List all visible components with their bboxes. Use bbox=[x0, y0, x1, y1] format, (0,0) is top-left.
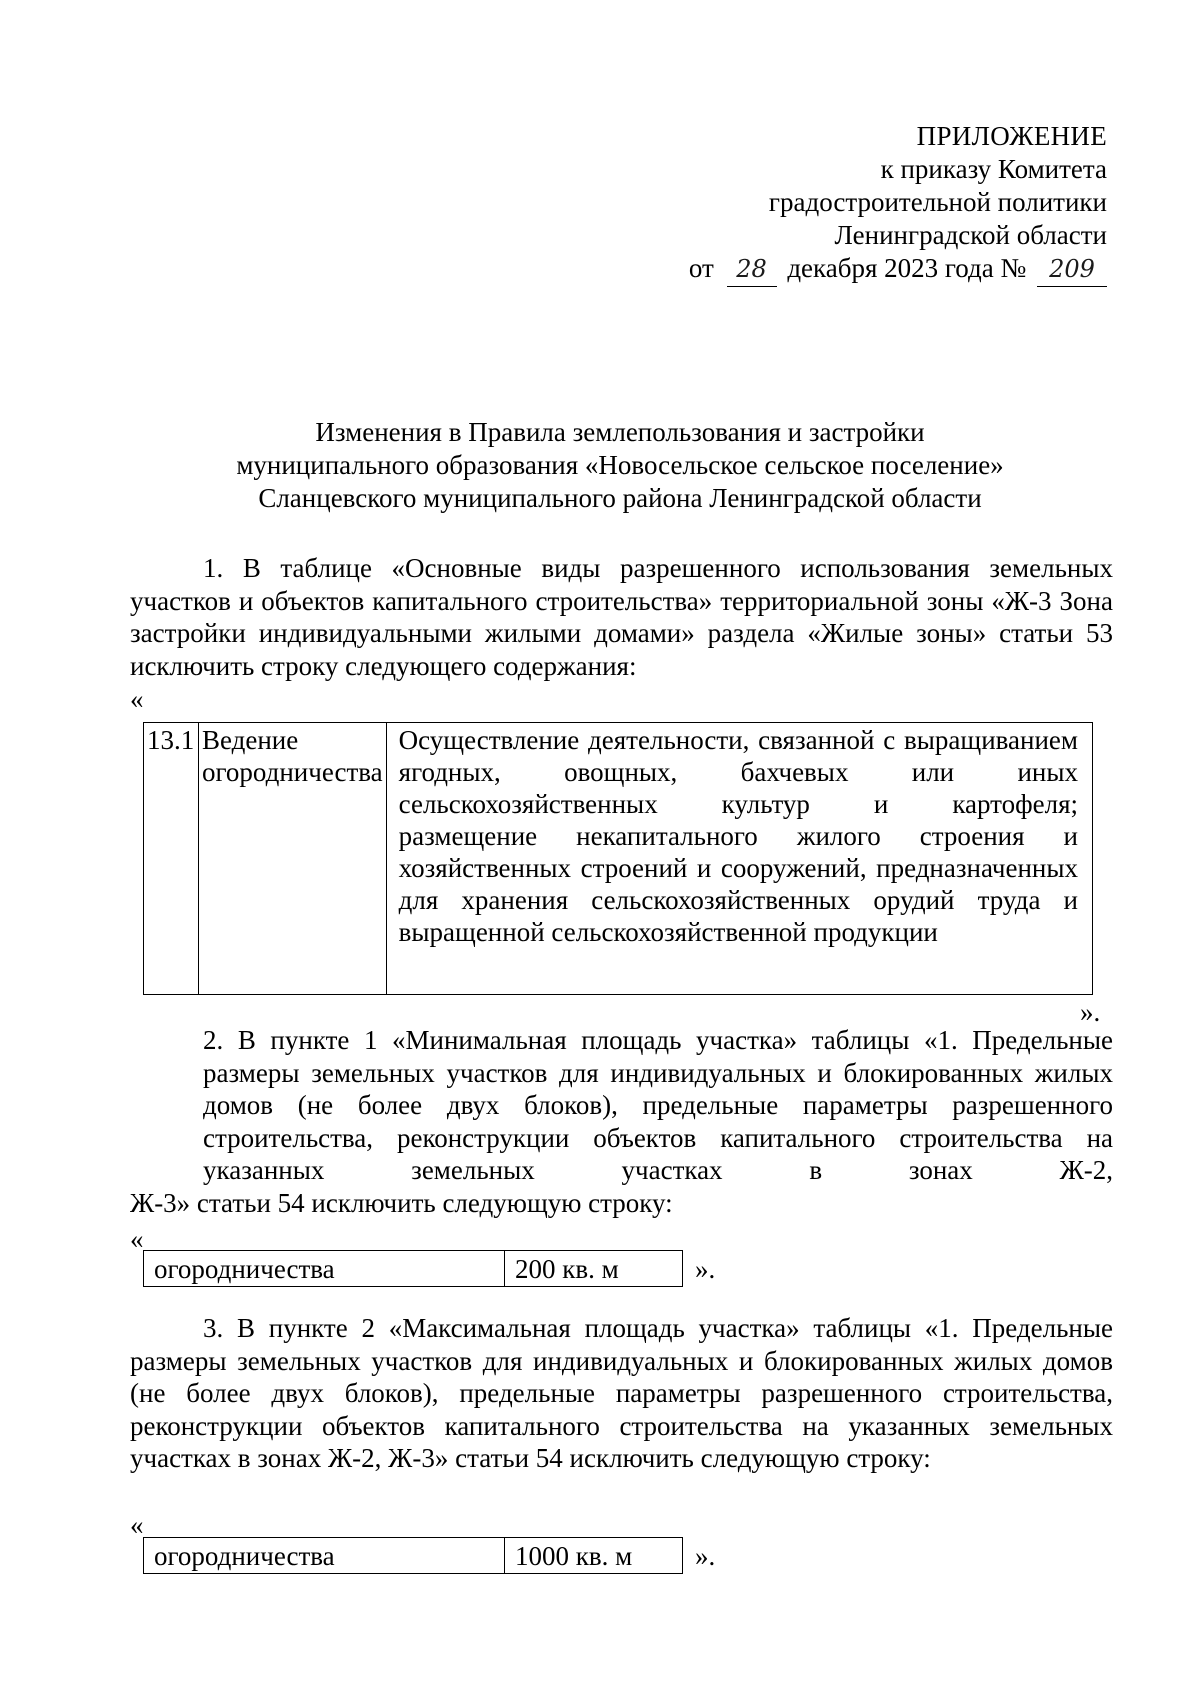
number-sign: № bbox=[1000, 253, 1027, 283]
handwritten-order-number: 209 bbox=[1037, 253, 1107, 287]
description-part-1: Осуществление деятельности, связанной с выращиванием ягодных, овощных, бахчевых или иных сельскохозяйственных культур и картофеля; bbox=[398, 725, 1078, 819]
section-3-open-quote: « bbox=[130, 1510, 144, 1540]
handwritten-date-day: 28 bbox=[727, 253, 777, 287]
section-3-table bbox=[143, 1537, 683, 1574]
section-1-close-quote: ». bbox=[1080, 997, 1101, 1027]
section-1-table bbox=[143, 722, 1093, 995]
table-cell-description bbox=[386, 723, 1092, 995]
section-2-text: 2. В пункте 1 «Минимальная площадь участка» таблицы «1. Предельные размеры земельных участков для индивидуальных и блокированных жилых домов (не более двух блоков), предельные параметры разрешенного строительства, реконструкции объектов капитального строительства на указанных земельных участках в зонах Ж-2, Ж-3» статьи 54 исключить следующую строку: bbox=[130, 1025, 1113, 1218]
section-3-text: 3. В пункте 2 «Максимальная площадь участка» таблицы «1. Предельные размеры земельных участков для индивидуальных и блокированных жилых домов (не более двух блоков), предельные параметры разрешенного строительства, реконструкции объектов капитального строительства на указанных земельных участках в зонах Ж-2, Ж-3» статьи 54 исключить следующую строку: bbox=[130, 1313, 1113, 1473]
title-line-1: Изменения в Правила землепользования и застройки bbox=[315, 417, 925, 447]
table-cell-code: 13.1 bbox=[144, 723, 199, 995]
document-title bbox=[130, 416, 1110, 515]
table-cell-value: 200 кв. м bbox=[505, 1251, 683, 1287]
table-row bbox=[144, 1251, 683, 1287]
section-2-close-quote: ». bbox=[695, 1254, 716, 1284]
title-line-2: муниципального образования «Новосельское сельское поселение» bbox=[236, 450, 1004, 480]
table-row bbox=[144, 723, 1093, 995]
section-1-text: 1. В таблице «Основные виды разрешенного использования земельных участков и объектов капитального строительства» территориальной зоны «Ж-3 Зона застройки индивидуальными жилыми домами» раздела «Жилые зоны» статьи 53 исключить строку следующего содержания: bbox=[130, 553, 1113, 681]
section-2-table bbox=[143, 1250, 683, 1287]
appendix-region-line: Ленинградской области bbox=[834, 220, 1107, 250]
section-3-close-quote: ». bbox=[695, 1541, 716, 1571]
appendix-label: ПРИЛОЖЕНИЕ bbox=[916, 121, 1107, 151]
table-cell-key: огородничества bbox=[144, 1251, 505, 1287]
table-cell-name: Ведение огородничества bbox=[199, 723, 387, 995]
title-line-3: Сланцевского муниципального района Ленинградской области bbox=[258, 483, 982, 513]
appendix-date-line bbox=[689, 252, 1107, 287]
table-cell-value: 1000 кв. м bbox=[505, 1538, 683, 1574]
section-2-open-quote: « bbox=[130, 1224, 144, 1254]
description-part-2: размещение некапитального жилого строения и хозяйственных строений и сооружений, предназначенных для хранения сельскохозяйственных орудий труда и выращенной сельскохозяйственной продукции bbox=[398, 821, 1078, 947]
table-cell-key: огородничества bbox=[144, 1538, 505, 1574]
appendix-header bbox=[689, 120, 1107, 287]
date-rest: декабря 2023 года bbox=[787, 253, 994, 283]
table-row bbox=[144, 1538, 683, 1574]
section-1-open-quote: « bbox=[130, 684, 144, 714]
appendix-committee-line: градостроительной политики bbox=[768, 187, 1107, 217]
appendix-order-line: к приказу Комитета bbox=[880, 154, 1107, 184]
date-prefix: от bbox=[688, 253, 714, 283]
